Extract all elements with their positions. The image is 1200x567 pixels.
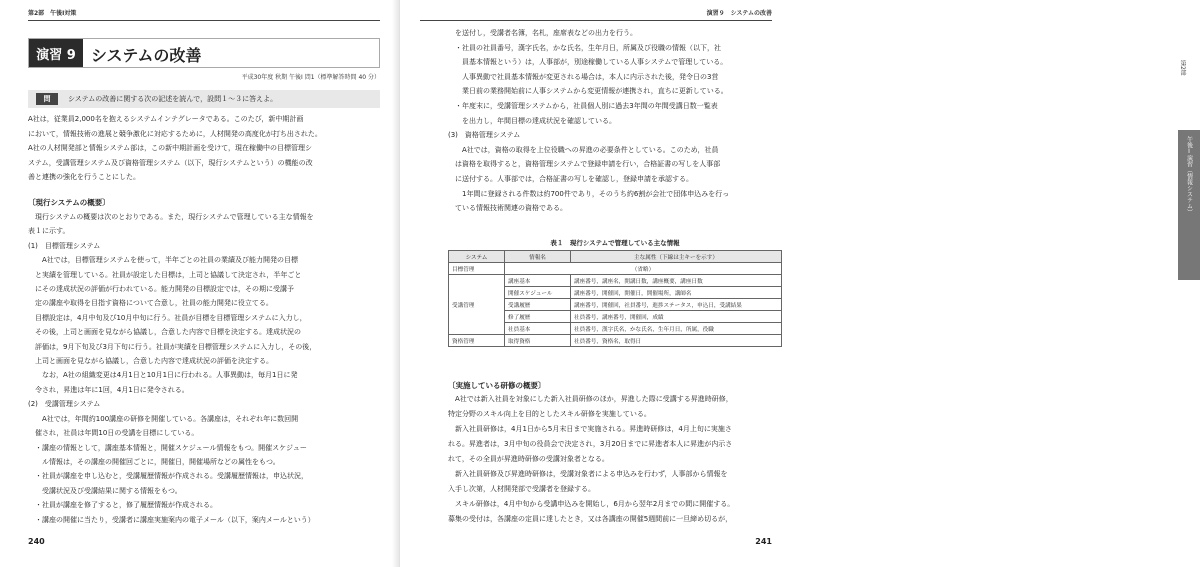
body-line: スキル研修は，4月中旬から受講申込みを開始し，6月から翌年2月までの間に開催する。 xyxy=(448,500,735,508)
body-line: A社では，資格の取得を上位役職への昇進の必要条件としている。このため，社員 xyxy=(448,145,719,154)
system-overview-body xyxy=(28,210,380,527)
table-cell: 社員番号，講座番号，開催回，成績 xyxy=(571,311,782,323)
body-line: (3) 資格管理システム xyxy=(448,131,521,140)
body-line: ・講座の開催に当たり，受講者に講座実施案内の電子メール（以下，案内メールという） xyxy=(28,515,315,524)
table-cell: 講座基本 xyxy=(505,275,571,287)
body-line: を送付し，受講者名簿，名札，座席表などの出力を行う。 xyxy=(448,29,637,37)
body-line: 評価は，9月下旬及び3月下旬に行う。社員が実績を目標管理システムに入力し，その後， xyxy=(28,342,317,351)
table-cell: 修了履歴 xyxy=(505,311,571,323)
body-line: A社では新入社員を対象にした新入社員研修のほか，昇進した際に受講する昇進時研修， xyxy=(448,395,733,403)
right-top-body xyxy=(448,26,780,216)
table-cell: 講座番号，開催回，開催日，開催場所，講師名 xyxy=(571,287,782,299)
info-table xyxy=(448,250,782,347)
question-text: システムの改善に関する次の記述を読んで，設問１～３に答えよ。 xyxy=(68,95,278,103)
body-line: その後，上司と画面を見ながら協議し，合意した内容で目標を決定する。達成状況の xyxy=(28,328,301,337)
body-line: 業日前の業務開始前に人事システムから変更情報が連携され，直ちに更新している。 xyxy=(448,87,728,96)
body-line: れて，その全員が昇進時研修の受講対象者となる。 xyxy=(448,455,609,463)
body-line: (1) 目標管理システム xyxy=(28,241,101,250)
body-line: を出力し，年間目標の達成状況を確認している。 xyxy=(448,116,616,125)
body-line: に送付する。人事部では，合格証書の写しを確認し，登録申請を承認する。 xyxy=(448,174,693,183)
exam-info: 平成30年度 秋期 午後Ⅰ 問1（標準解答時間 40 分） xyxy=(241,74,380,81)
exercise-number-tag: 演習 9 xyxy=(29,39,83,67)
body-line: 新入社員研修は，4月1日から5月末日まで実施される。昇進時研修は，4月上旬に実施さ xyxy=(448,425,732,433)
running-head-right: 演習９ システムの改善 xyxy=(706,10,772,17)
body-line: 令され，昇進は年に1回，4月1日に発令される。 xyxy=(28,385,189,394)
body-line: 特定分野のスキル向上を目的としたスキル研修を実施している。 xyxy=(448,410,651,418)
body-line: ル情報は，その講座の開催回ごとに，開催日，開催場所などの属性をもつ。 xyxy=(28,457,280,466)
table-cell: （省略） xyxy=(505,263,782,275)
body-line: 入手し次第，人材開発部で受講者を登録する。 xyxy=(448,485,595,493)
body-line: (2) 受講管理システム xyxy=(28,400,101,409)
body-line: ・社員が講座を修了すると，修了履歴情報が作成される。 xyxy=(28,501,217,510)
body-line: 人事異動で社員基本情報が変更される場合は，本人に内示された後，発令日の3営 xyxy=(448,72,719,81)
body-line: 定の講座や取得を目指す資格について合意し，社員の能力開発に役立てる。 xyxy=(28,299,273,308)
body-line: ている情報技術関連の資格である。 xyxy=(448,204,567,213)
table-row xyxy=(449,275,782,287)
body-line: 目標設定は，4月中旬及び10月中旬に行う。社員が目標を目標管理システムに入力し， xyxy=(28,313,307,322)
body-line: ・講座の情報として，講座基本情報と，開催スケジュール情報をもつ。開催スケジュー xyxy=(28,443,307,452)
table-cell: 資格管理 xyxy=(449,335,505,347)
intro-line: A社は，従業員2,000名を抱えるシステムインテグレータである。このたび，新中期計画 xyxy=(28,115,304,123)
table-cell: 講座番号，講座名，開講日数，講座概要，講座日数 xyxy=(571,275,782,287)
question-banner xyxy=(28,90,380,108)
table-cell: 社員基本 xyxy=(505,323,571,335)
table-row xyxy=(449,263,782,275)
body-line: A社では，年間約100講座の研修を開催している。各講座は，それぞれ年に数回開 xyxy=(28,414,299,423)
table-cell: 社員番号，資格名，取得日 xyxy=(571,335,782,347)
body-line: 員基本情報という）は，人事部が，別途稼働している人事システムで管理している。 xyxy=(448,58,728,67)
intro-line: ステム，受講管理システム及び資格管理システム（以下，現行システムという）の機能の改 xyxy=(28,158,313,167)
intro-paragraph xyxy=(28,112,380,185)
body-line: 1年間に登録される件数は約700件であり，そのうち約6割が会社で団体申込みを行っ xyxy=(448,189,730,198)
table-cell: 受講管理 xyxy=(449,275,505,335)
left-page xyxy=(0,0,400,567)
body-line: 表１に示す。 xyxy=(28,227,70,236)
table-header-cell: 主な属性（下線は主キーを示す） xyxy=(571,251,782,263)
question-tag: 問 xyxy=(36,93,58,105)
table-cell: 目標管理 xyxy=(449,263,505,275)
intro-line: 善と連携の強化を行うことにした。 xyxy=(28,173,140,182)
running-head-left: 第2部 午後Ⅰ対策 xyxy=(28,10,77,17)
header-rule-left xyxy=(28,20,380,21)
body-line: にその達成状況の評価が行われている。能力開発の目標設定では，その期に受講予 xyxy=(28,285,294,294)
body-line: 催され，社員は年間10日の受講を目標にしている。 xyxy=(28,429,199,438)
body-line: は資格を取得すると，資格管理システムで登録申請を行い，合格証書の写しを人事部 xyxy=(448,160,721,169)
exercise-title: システムの改善 xyxy=(91,46,202,65)
table-row xyxy=(449,335,782,347)
body-line: 上司と画面を見ながら協議し，合意した内容で達成状況の評価を決定する。 xyxy=(28,357,273,366)
body-line: 現行システムの概要は次のとおりである。また，現行システムで管理している主な情報を xyxy=(28,213,314,221)
intro-line: において，情報技術の進展と競争激化に対応するために，人材開発の高度化が打ち出された。 xyxy=(28,129,322,138)
table-header-cell: システム xyxy=(449,251,505,263)
side-tab-part-label: 第2部 xyxy=(1179,60,1186,76)
body-line: A社では，目標管理システムを使って，半年ごとの社員の業績及び能力開発の目標 xyxy=(28,256,298,265)
body-line: ・年度末に，受講管理システムから，社員個人別に過去3年間の年間受講日数一覧表 xyxy=(448,101,718,110)
table-cell: 社員番号，漢字氏名，かな氏名，生年月日，所属，役職 xyxy=(571,323,782,335)
section-heading-system-overview: 〔現行システムの概要〕 xyxy=(28,198,110,207)
intro-line: A社の人材開発部と情報システム部は，この新中期計画を受けて，現在稼働中の目標管理シ xyxy=(28,144,312,153)
side-tab-chapter xyxy=(1178,130,1200,280)
table-cell: 講座番号，開催回，社員番号，進捗ステータス，申込日，受講結果 xyxy=(571,299,782,311)
body-line: 新入社員研修及び昇進時研修は，受講対象者による申込みを行わず，人事部から情報を xyxy=(448,470,728,478)
exercise-title-box xyxy=(28,38,380,68)
table-header-cell: 情報名 xyxy=(505,251,571,263)
side-tab-chapter-label: 午後Ⅰ演習（情報システム） xyxy=(1185,136,1193,215)
page-number-right: 241 xyxy=(755,537,772,546)
header-rule-right xyxy=(420,20,772,21)
body-line: なお，A社の組織変更は4月1日と10月1日に行われる。人事異動は，毎月1日に発 xyxy=(28,371,298,380)
table-cell: 受講履歴 xyxy=(505,299,571,311)
table-cell: 取得資格 xyxy=(505,335,571,347)
table-caption: 表１ 現行システムで管理している主な情報 xyxy=(550,239,680,247)
page-number-left: 240 xyxy=(28,537,45,546)
body-line: 募集の受付は，各講座の定員に達したとき，又は各講座の開催5週間前に一旦締め切るが， xyxy=(448,515,733,523)
body-line: 受講状況及び受講結果に関する情報をもつ。 xyxy=(28,486,182,495)
training-overview-body xyxy=(448,392,782,527)
side-tab-part xyxy=(1178,60,1200,76)
table-cell: 開催スケジュール xyxy=(505,287,571,299)
table-header-row xyxy=(449,251,782,263)
body-line: れる。昇進者は，3月中旬の役員会で決定され，3月20日までに昇進者本人に昇進が内示さ xyxy=(448,440,733,448)
section-heading-training-overview: 〔実施している研修の概要〕 xyxy=(448,381,546,390)
body-line: ・社員の社員番号，漢字氏名，かな氏名，生年月日，所属及び役職の情報（以下，社 xyxy=(448,43,721,52)
body-line: と実績を管理している。社員が設定した目標は，上司と協議して決定され，半年ごと xyxy=(28,270,302,279)
body-line: ・社員が講座を申し込むと，受講履歴情報が作成される。受講履歴情報は，申込状況， xyxy=(28,472,308,481)
